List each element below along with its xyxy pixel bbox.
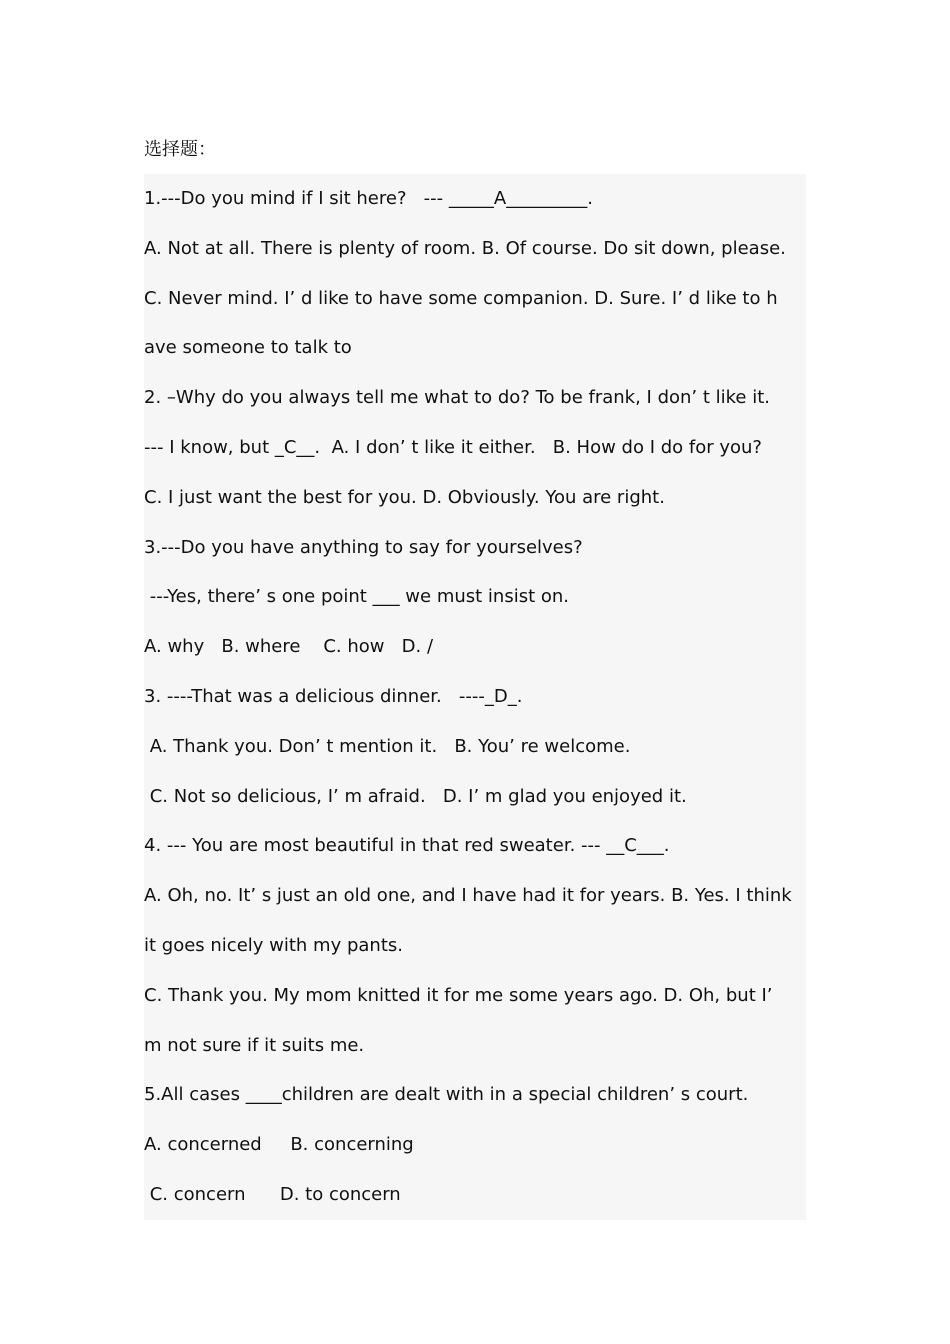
text-line: 2. –Why do you always tell me what to do? To be frank, I don’ t like it. bbox=[144, 387, 770, 409]
text-line: 4. --- You are most beautiful in that red sweater. --- __C___. bbox=[144, 835, 670, 857]
text-line: 1.---Do you mind if I sit here? --- _____A_________. bbox=[144, 188, 593, 209]
text-line: C. Not so delicious, I’ m afraid. D. I’ m glad you enjoyed it. bbox=[144, 785, 687, 807]
text-line: ave someone to talk to bbox=[144, 337, 352, 359]
text-line: ---Yes, there’ s one point ___ we must insist on. bbox=[144, 586, 570, 608]
text-line: 3. ----That was a delicious dinner. ----_D_. bbox=[144, 685, 523, 707]
text-line: C. Never mind. I’ d like to have some companion. D. Sure. I’ d like to h bbox=[144, 287, 778, 309]
question-lines bbox=[144, 174, 806, 1220]
text-line: m not sure if it suits me. bbox=[144, 1034, 365, 1056]
text-line: A. Not at all. There is plenty of room. B. Of course. Do sit down, please. bbox=[144, 237, 786, 259]
section-heading: 选择题： bbox=[144, 139, 216, 160]
text-line: C. Thank you. My mom knitted it for me some years ago. D. Oh, but I’ bbox=[144, 984, 773, 1006]
text-line: it goes nicely with my pants. bbox=[144, 934, 403, 956]
text-line: C. I just want the best for you. D. Obviously. You are right. bbox=[144, 486, 665, 508]
text-line: A. Oh, no. It’ s just an old one, and I have had it for years. B. Yes. I think bbox=[144, 885, 792, 907]
text-line: 3.---Do you have anything to say for yourselves? bbox=[144, 536, 583, 558]
text-line: A. concerned B. concerning bbox=[144, 1134, 414, 1156]
text-line: 5.All cases ____children are dealt with in a special children’ s court. bbox=[144, 1084, 749, 1106]
text-line: A. why B. where C. how D. / bbox=[144, 636, 434, 658]
text-line: --- I know, but _C__. A. I don’ t like it either. B. How do I do for you? bbox=[144, 436, 762, 458]
text-line: C. concern D. to concern bbox=[144, 1183, 401, 1205]
text-line: A. Thank you. Don’ t mention it. B. You’ re welcome. bbox=[144, 735, 631, 757]
